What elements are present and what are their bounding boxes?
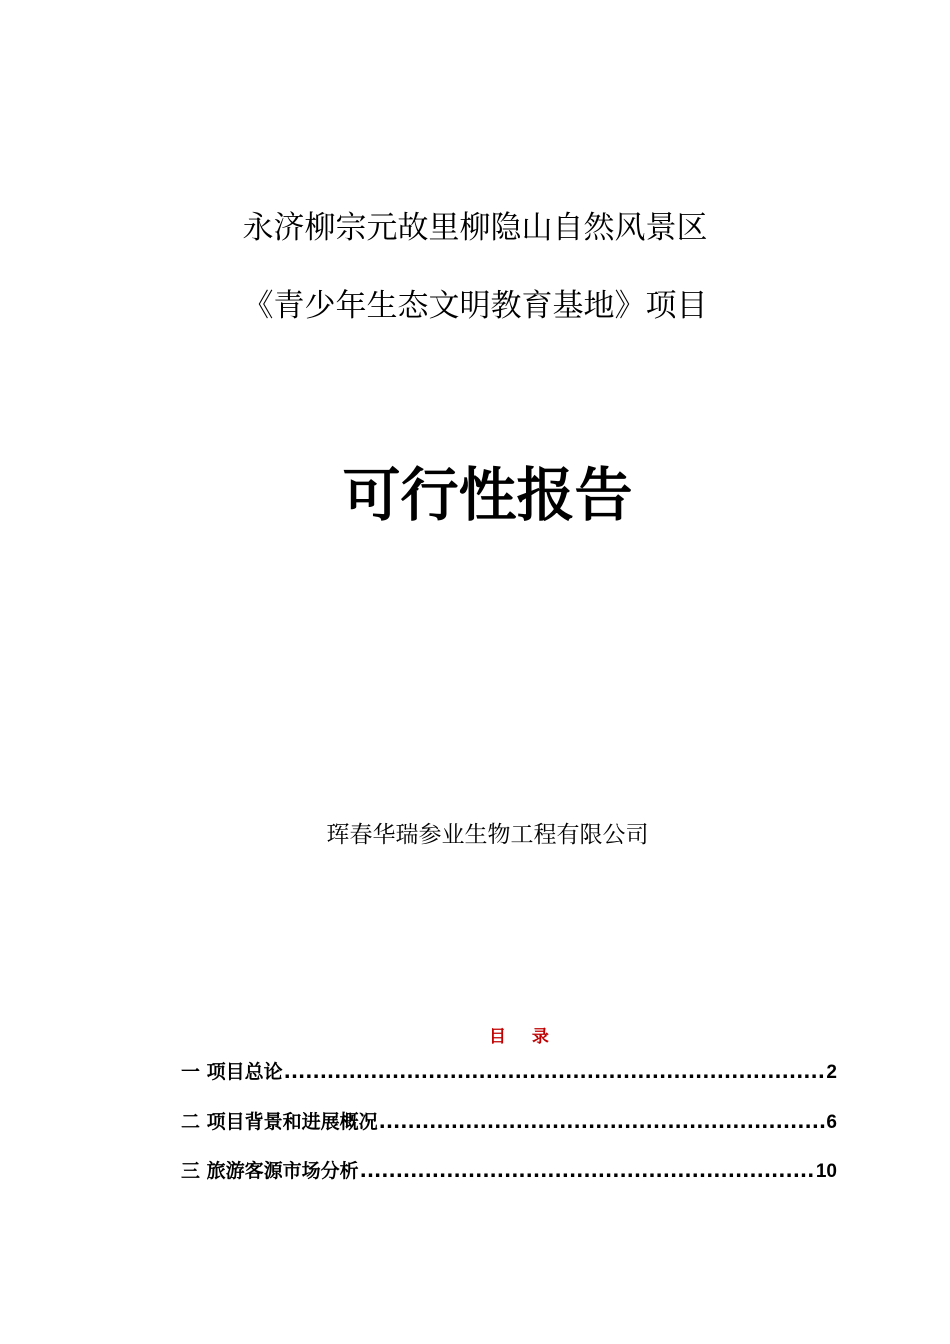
toc-entry-label: 二 项目背景和进展概况: [181, 1111, 378, 1133]
report-title: 可行性报告: [342, 461, 633, 529]
toc-leader-dots: [360, 1160, 815, 1182]
project-title-line-1: 永济柳宗元故里柳隐山自然风景区: [242, 210, 708, 246]
company-name: 珲春华瑞参业生物工程有限公司: [326, 822, 649, 848]
toc-leader-dots: [284, 1061, 826, 1083]
toc-entry[interactable]: [181, 1156, 837, 1184]
toc-entry[interactable]: [181, 1057, 837, 1085]
toc-entry-page: 2: [826, 1062, 837, 1083]
toc-entry[interactable]: [181, 1107, 837, 1135]
toc-entry-label: 一 项目总论: [181, 1061, 283, 1083]
toc-entry-page: 6: [826, 1112, 837, 1133]
toc-entry-label: 三 旅游客源市场分析: [181, 1160, 359, 1182]
project-title-line-2: 《青少年生态文明教育基地》项目: [242, 288, 708, 324]
toc-entry-page: 10: [815, 1161, 837, 1182]
toc-leader-dots: [379, 1111, 826, 1133]
toc-heading: 目 录: [489, 1027, 559, 1047]
